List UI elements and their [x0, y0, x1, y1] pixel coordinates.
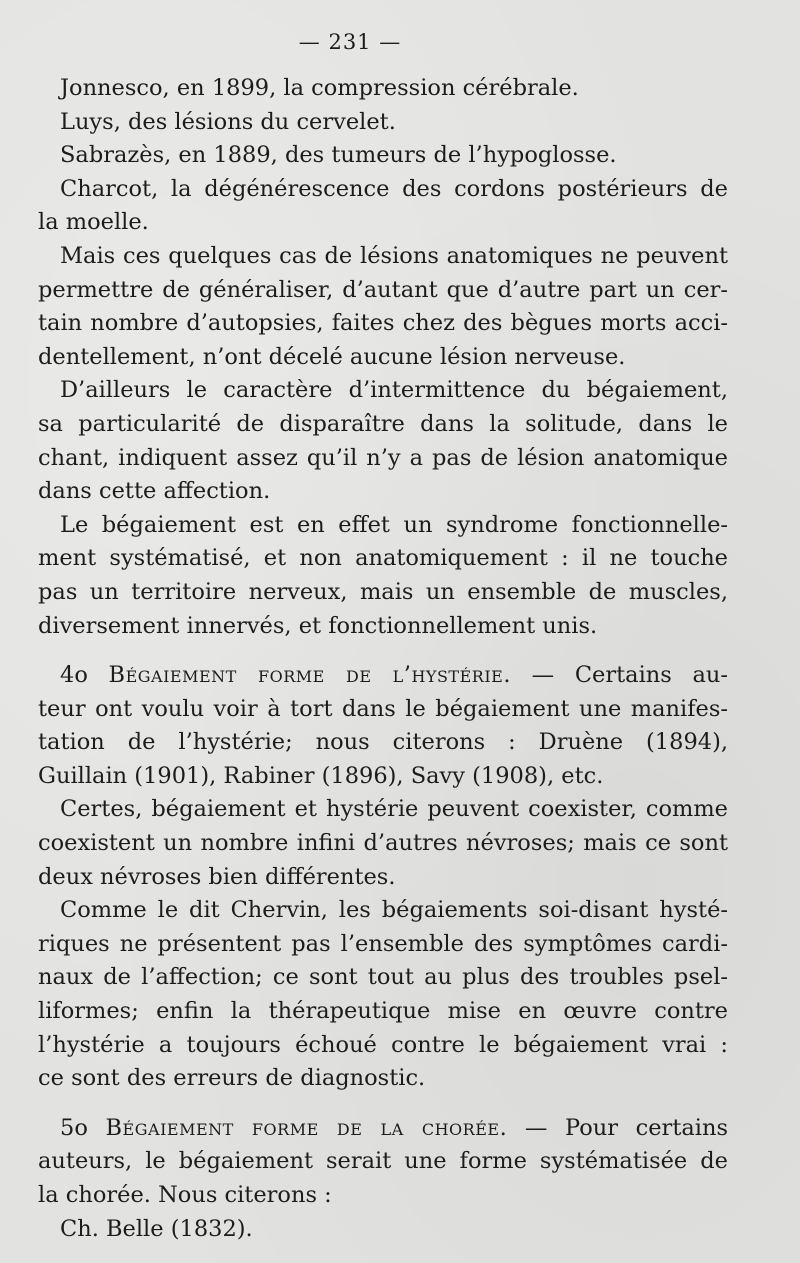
text-line: dentellement, n’ont décelé aucune lésion nerveuse.	[38, 343, 626, 370]
paragraph-belle	[38, 1213, 728, 1247]
text-line: ment systématisé, et non anatomiquement : il ne touche	[38, 545, 728, 572]
text-line: diversement innervés, et fonctionnellement unis.	[38, 612, 598, 639]
section-title: Bégaiement forme de l’hystérie.	[108, 662, 511, 689]
section-title: Bégaiement forme de la chorée.	[105, 1114, 508, 1141]
section-heading-line	[38, 659, 728, 693]
text-line: Guillain (1901), Rabiner (1896), Savy (1908), etc.	[38, 762, 604, 789]
text-line: tation de l’hystérie; nous citerons : Druène (1894),	[38, 729, 728, 756]
text-line: naux de l’affection; ce sont tout au plus des troubles psel-	[38, 964, 728, 991]
text-line: liformes; enfin la thérapeutique mise en œuvre contre	[38, 998, 728, 1025]
text-line: la chorée. Nous citerons :	[38, 1182, 332, 1208]
text-line: Sabrazès, en 1889, des tumeurs de l’hypoglosse.	[60, 142, 617, 169]
paragraph-chervin	[38, 894, 728, 1096]
text-line: auteurs, le bégaiement serait une forme systématisée de	[38, 1148, 728, 1175]
text-line: Luys, des lésions du cervelet.	[60, 108, 396, 135]
text-line: Certes, bégaiement et hystérie peuvent coexister, comme	[60, 796, 728, 823]
paragraph-lesions	[38, 240, 728, 374]
paragraph-sabrazes	[38, 139, 728, 173]
text-line: D’ailleurs le caractère d’intermittence du bégaiement,	[60, 377, 728, 404]
section-heading-line	[38, 1112, 728, 1146]
paragraph-coexister	[38, 793, 728, 894]
paragraph-charcot	[38, 173, 728, 240]
section-number: 5o	[60, 1114, 88, 1141]
paragraph-luys	[38, 106, 728, 140]
paragraph-jonnesco	[38, 72, 728, 106]
text-line: teur ont voulu voir à tort dans le bégaiement une manifes-	[38, 695, 728, 722]
text-line: Jonnesco, en 1899, la compression cérébrale.	[60, 75, 579, 101]
text-line: Le bégaiement est en effet un syndrome fonctionnelle-	[60, 511, 728, 538]
text-line: Charcot, la dégénérescence des cordons postérieurs de	[60, 175, 728, 202]
text-fragment: — Pour certains	[524, 1114, 729, 1141]
page-number: — 231 —	[298, 30, 402, 54]
paragraph-intermittence	[38, 374, 728, 508]
section-number: 4o	[60, 662, 88, 689]
text-line: Ch. Belle (1832).	[60, 1215, 253, 1242]
section-hysterie	[38, 659, 728, 793]
text-fragment: — Certains au-	[531, 662, 728, 689]
page-body	[38, 72, 728, 1246]
text-line: Mais ces quelques cas de lésions anatomiques ne peuvent	[60, 242, 728, 269]
paragraph-syndrome	[38, 509, 728, 643]
section-choree	[38, 1112, 728, 1213]
text-line: la moelle.	[38, 209, 149, 236]
text-line: permettre de généraliser, d’autant que d’autre part un cer-	[38, 276, 728, 303]
text-line: coexistent un nombre infini d’autres névroses; mais ce sont	[38, 830, 728, 857]
text-line: dans cette affection.	[38, 478, 271, 505]
text-line: chant, indiquent assez qu’il n’y a pas de lésion anatomique	[38, 444, 728, 471]
text-line: Comme le dit Chervin, les bégaiements soi-disant hysté-	[60, 897, 728, 924]
text-line: pas un territoire nerveux, mais un ensemble de muscles,	[38, 578, 728, 605]
text-line: riques ne présentent pas l’ensemble des symptômes cardi-	[38, 930, 728, 957]
text-line: l’hystérie a toujours échoué contre le bégaiement vrai :	[38, 1031, 728, 1058]
text-line: tain nombre d’autopsies, faites chez des bègues morts acci-	[38, 310, 728, 337]
text-line: deux névroses bien différentes.	[38, 863, 396, 890]
text-line: sa particularité de disparaître dans la solitude, dans le	[38, 410, 728, 437]
text-line: ce sont des erreurs de diagnostic.	[38, 1065, 426, 1092]
